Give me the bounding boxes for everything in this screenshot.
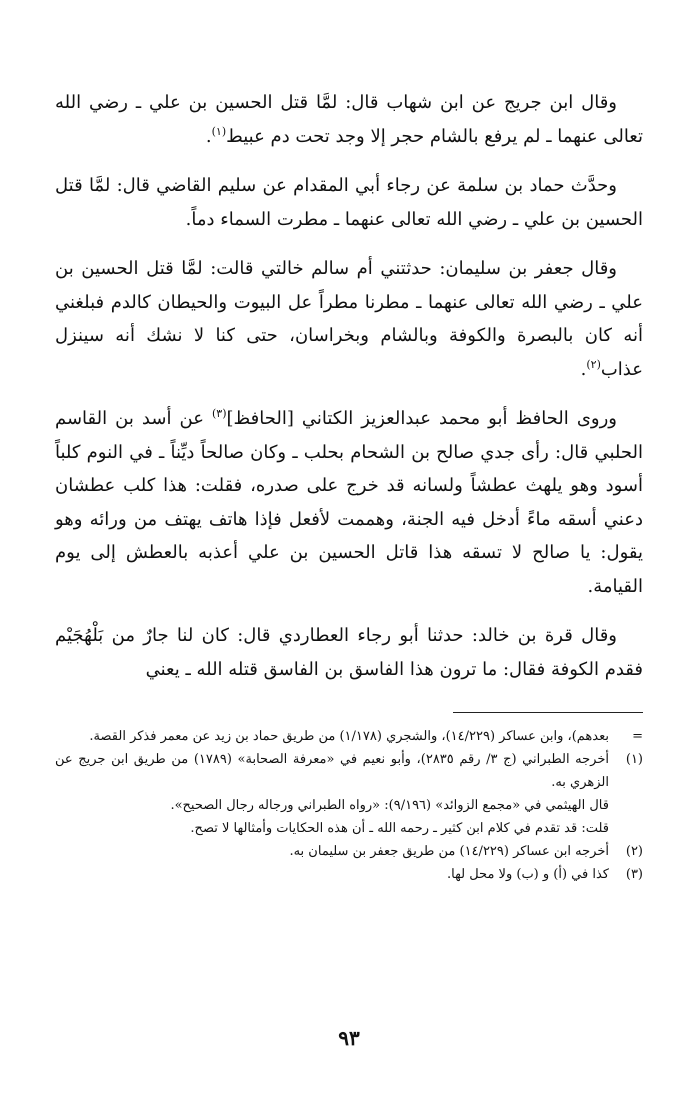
paragraph-jafar <box>55 252 643 386</box>
paragraph-text: وقال ابن جريج عن ابن شهاب قال: لمَّا قتل الحسين بن علي ـ رضي الله تعالى عنهما ـ لم يرفع بالشام حجر إلا وجد تحت دم عبيط <box>55 92 643 147</box>
footnote-body <box>55 725 609 748</box>
paragraph-period: . <box>205 125 212 147</box>
paragraph-kattani <box>55 402 643 603</box>
footnote-ref-3: (٣) <box>212 407 227 420</box>
footnote-3 <box>55 863 643 886</box>
paragraph-text: وقال قرة بن خالد: حدثنا أبو رجاء العطاردي قال: كان لنا جارٌ من بَلْهُجَيْم فقدم الكوفة فقال: ما ترون هذا الفاسق بن الفاسق قتله الله ـ يعني <box>55 625 643 680</box>
footnote-text: قلت: قد تقدم في كلام ابن كثير ـ رحمه الله ـ أن هذه الحكايات وأمثالها لا تصح. <box>190 821 609 836</box>
footnote-marker: = <box>632 729 643 744</box>
paragraph-text: وحدَّث حماد بن سلمة عن رجاء أبي المقدام عن سليم القاضي قال: لمَّا قتل الحسين بن علي ـ رضي الله تعالى عنهما ـ مطرت السماء دماً. <box>55 175 643 230</box>
paragraph-text: وروى الحافظ أبو محمد عبدالعزيز الكتاني [الحافظ] <box>226 408 617 429</box>
paragraph-text: وقال جعفر بن سليمان: حدثتني أم سالم خالتي قالت: لمَّا قتل الحسين بن علي ـ رضي الله تعالى عنهما ـ مطرنا مطراً عل البيوت والحيطان كالدم فبلغني أنه كان بالبصرة والكوفة وبالشام وبخراسان، حتى كنا لا نشك أنه سينزل عذاب <box>55 258 643 380</box>
footnote-divider <box>453 712 643 713</box>
footnote-text: كذا في (أ) و (ب) ولا محل لها. <box>447 867 609 882</box>
footnote-ref-1: (١) <box>211 124 227 138</box>
page-content <box>55 86 643 1100</box>
footnote-2 <box>55 840 643 863</box>
footnote-ref-2: (٢) <box>586 357 601 371</box>
paragraph-ibn-jurayj <box>55 86 643 153</box>
footnote-1 <box>55 748 643 840</box>
footnotes <box>55 725 643 886</box>
paragraph-qurra <box>55 619 643 686</box>
footnote-text: قال الهيثمي في «مجمع الزوائد» (٩/١٩٦): «رواه الطبراني ورجاله رجال الصحيح». <box>170 798 609 813</box>
footnote-body <box>55 748 609 840</box>
paragraph-period: . <box>580 358 587 380</box>
main-text <box>55 86 643 686</box>
footnote-marker: (٣) <box>625 867 643 882</box>
footnote-marker: (٢) <box>625 844 643 859</box>
footnote-text: أخرجه الطبراني (ج ٣/ رقم ٢٨٣٥)، وأبو نعيم في «معرفة الصحابة» (١٧٨٩) من طريق ابن جريج عن الزهري به. <box>55 752 609 790</box>
footnote-text: بعدهم)، وابن عساكر (١٤/٢٢٩)، والشجري (١/١٧٨) من طريق حماد بن زيد عن معمر فذكر القصة. <box>89 729 609 744</box>
footnote-body <box>55 840 609 863</box>
footnote-marker: (١) <box>625 752 643 767</box>
paragraph-text-continued: عن أسد بن القاسم الحلبي قال: رأى جدي صالح بن الشحام بحلب ـ وكان صالحاً ديِّناً ـ في النوم كلباً أسود وهو يلهث عطشاً ولسانه قد خرج على صدره، فقلت: هذا كلب عطشان دعني أسقه ماءً أدخل فيه الجنة، وهممت لأفعل فإذا هاتف يهتف من ورائه وهو يقول: يا صالح لا تسقه هذا قاتل الحسين بن علي أعذبه بالعطش إلى يوم القيامة. <box>55 408 643 597</box>
paragraph-hammad <box>55 169 643 236</box>
footnote-body <box>55 863 609 886</box>
footnote-continuation <box>55 725 643 748</box>
page-number: ٩٣ <box>338 1026 360 1050</box>
footnote-text: أخرجه ابن عساكر (١٤/٢٢٩) من طريق جعفر بن سليمان به. <box>289 844 609 859</box>
